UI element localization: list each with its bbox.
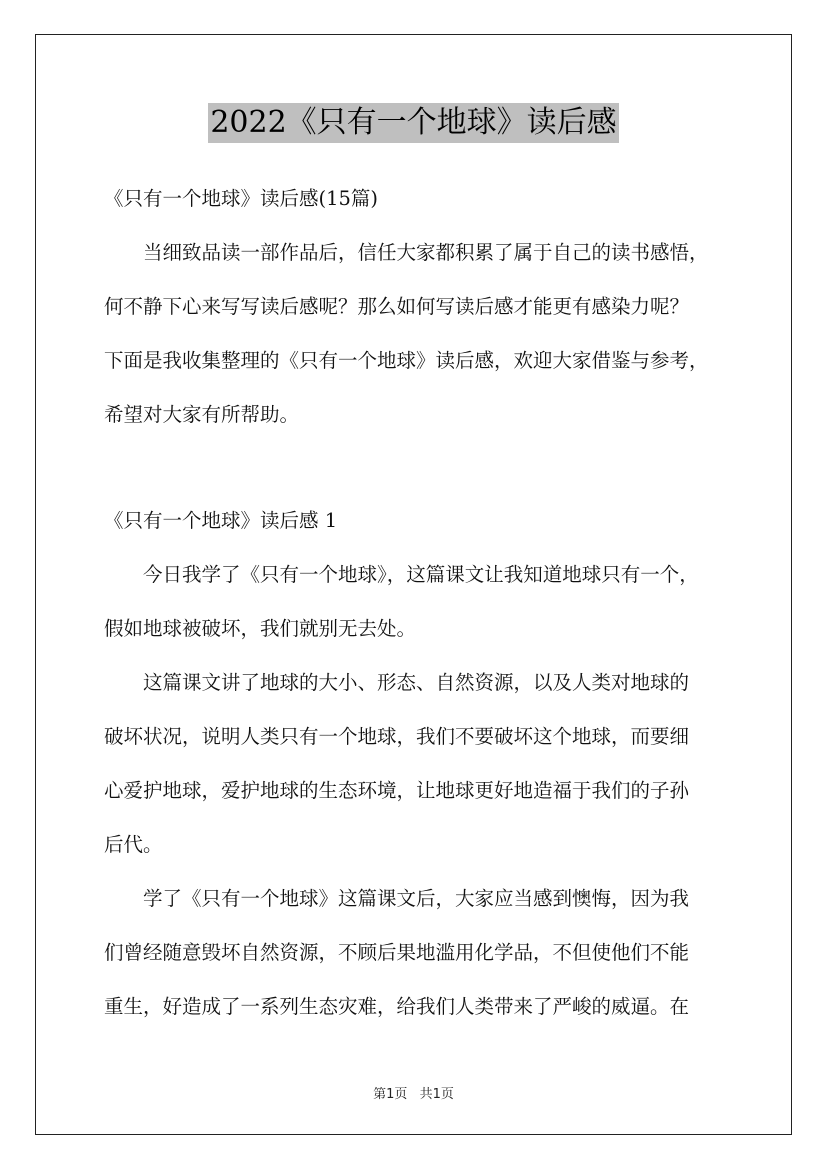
intro-line-1: 当细致品读一部作品后，信任大家都积累了属于自己的读书感悟，: [143, 241, 709, 264]
intro-line-4: 希望对大家有所帮助。: [104, 403, 300, 426]
body-line-1: 今日我学了《只有一个地球》，这篇课文让我知道地球只有一个，: [143, 563, 699, 586]
body-line-3: 这篇课文讲了地球的大小、形态、自然资源，以及人类对地球的: [143, 671, 690, 694]
page-footer: [0, 1083, 827, 1102]
title-container: [0, 103, 827, 143]
body-line-4: 破坏状况，说明人类只有一个地球，我们不要破坏这个地球，而要细: [104, 725, 690, 748]
document-body: [104, 172, 738, 1034]
section-heading: 《只有一个地球》读后感 1: [104, 509, 338, 532]
document-title: 2022《只有一个地球》读后感: [208, 103, 618, 143]
body-line-9: 重生，好造成了一系列生态灾难，给我们人类带来了严峻的威逼。在: [104, 995, 690, 1018]
body-line-2: 假如地球被破坏，我们就别无去处。: [104, 617, 417, 640]
body-line-8: 们曾经随意毁坏自然资源，不顾后果地滥用化学品，不但使他们不能: [104, 941, 690, 964]
page-total: 共1页: [419, 1087, 454, 1102]
body-line-5: 心爱护地球，爱护地球的生态环境，让地球更好地造福于我们的子孙: [104, 779, 690, 802]
section-gap: [104, 442, 738, 494]
body-line-6: 后代。: [104, 833, 163, 856]
body-line-7: 学了《只有一个地球》这篇课文后，大家应当感到懊悔，因为我: [143, 887, 690, 910]
subtitle: 《只有一个地球》读后感(15篇): [104, 187, 379, 210]
page-number: 第1页: [373, 1087, 408, 1102]
intro-line-3: 下面是我收集整理的《只有一个地球》读后感，欢迎大家借鉴与参考，: [104, 349, 709, 372]
intro-line-2: 何不静下心来写写读后感呢？那么如何写读后感才能更有感染力呢？: [104, 295, 690, 318]
